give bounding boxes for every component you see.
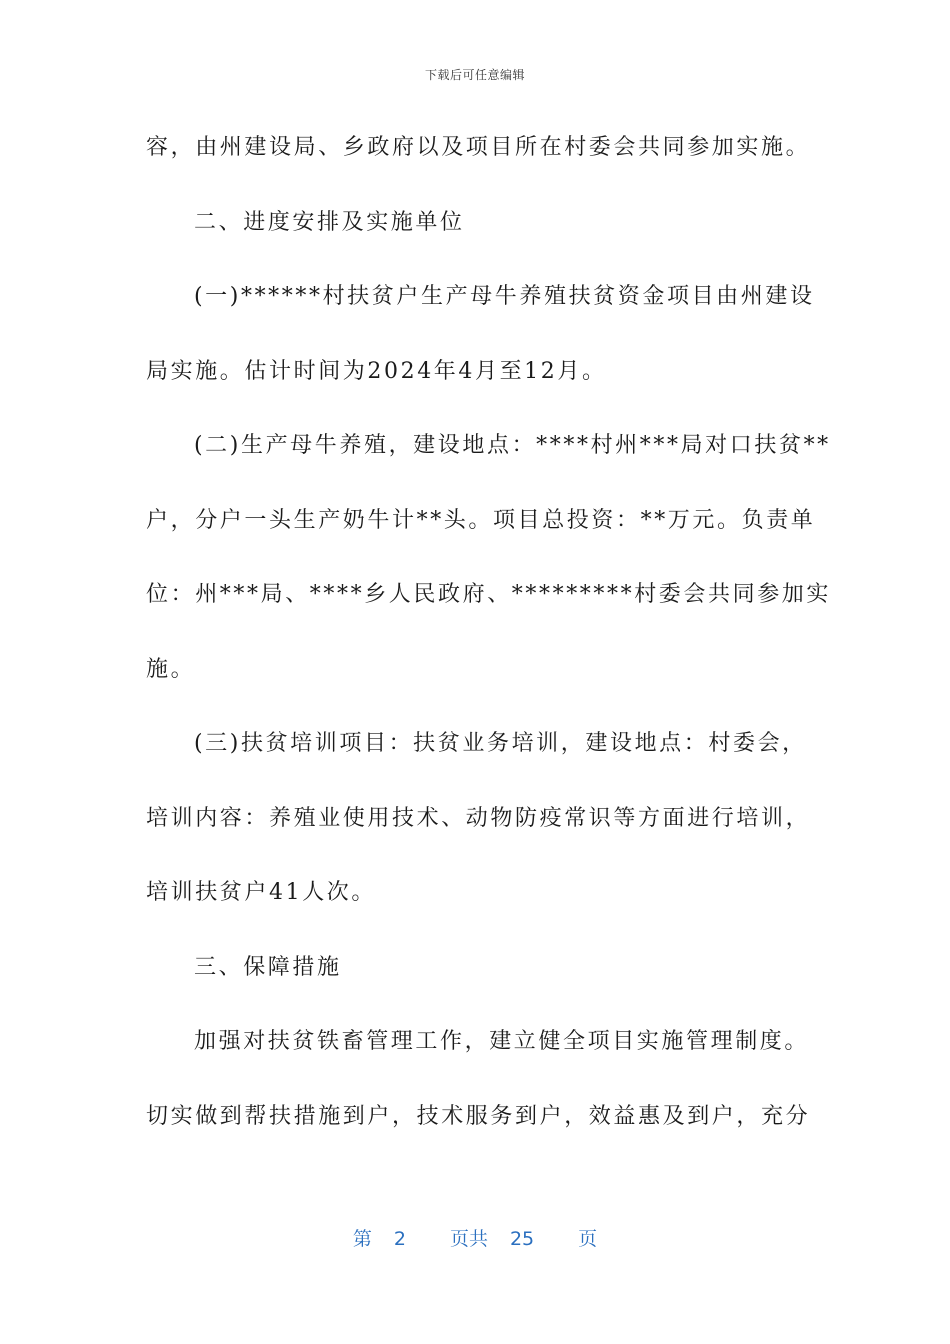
footer-current-page: 2 (393, 1228, 406, 1250)
header-note: 下载后可任意编辑 (424, 68, 525, 82)
paragraph-line: 加强对扶贫铁畜管理工作，建立健全项目实施管理制度。 (194, 1029, 810, 1054)
paragraph-line: 局实施。估计时间为2024年4月至12月。 (146, 358, 607, 384)
section-heading-safeguards: 三、保障措施 (194, 954, 342, 980)
footer-total-pages: 25 (509, 1228, 535, 1250)
section-heading-schedule: 二、进度安排及实施单位 (194, 209, 465, 235)
paragraph-line: 培训内容：养殖业使用技术、动物防疫常识等方面进行培训， (146, 805, 811, 831)
paragraph-line: 培训扶贫户41人次。 (146, 880, 376, 905)
paragraph-line: 位：州***局、****乡人民政府、*********村委会共同参加实 (146, 582, 832, 607)
page-footer (0, 1224, 950, 1251)
paragraph-line: (一)******村扶贫户生产母牛养殖扶贫资金项目由州建设 (194, 284, 815, 309)
paragraph-line: 户，分户一头生产奶牛计**头。项目总投资：**万元。负责单 (146, 507, 816, 533)
paragraph-line: 施。 (146, 656, 196, 682)
paragraph-line: 容，由州建设局、乡政府以及项目所在村委会共同参加实施。 (146, 135, 811, 160)
document-body (146, 128, 832, 1171)
footer-suffix: 页 (578, 1228, 598, 1250)
paragraph-line: 切实做到帮扶措施到户，技术服务到户，效益惠及到户，充分 (146, 1103, 811, 1129)
paragraph-line: (二)生产母牛养殖，建设地点：****村州***局对口扶贫** (194, 433, 831, 458)
footer-prefix: 第 (352, 1228, 372, 1250)
footer-middle: 页共 (449, 1228, 488, 1250)
paragraph-line: (三)扶贫培训项目：扶贫业务培训，建设地点：村委会， (194, 731, 807, 756)
